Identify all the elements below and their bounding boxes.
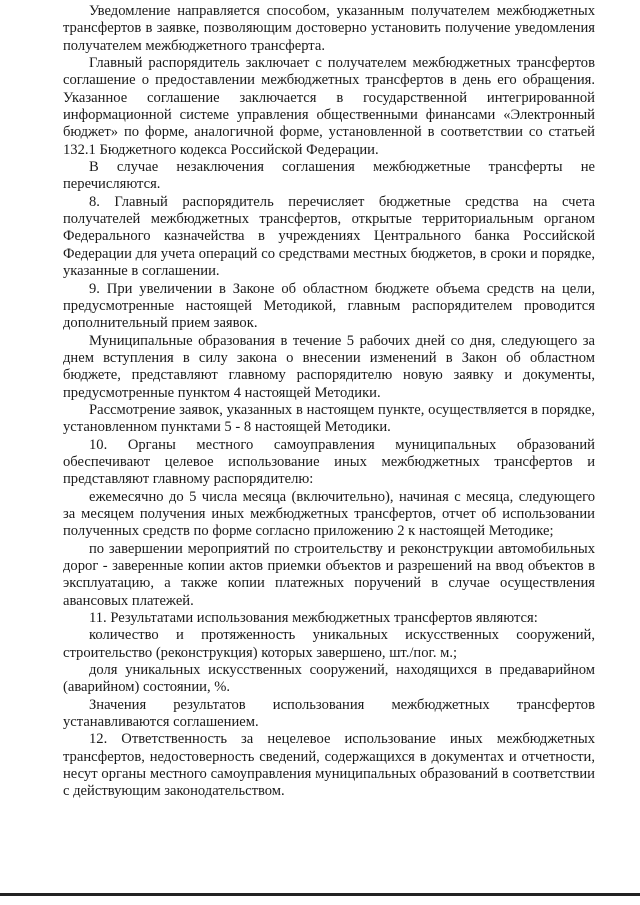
- paragraph-item-12: 12. Ответственность за нецелевое использование иных межбюджетных трансфертов, недостоверность сведений, содержащихся в документах и отчетности, несут органы местного самоуправления муниципальных образований в соответствии с действующим законодательством.: [63, 731, 595, 800]
- paragraph-notification-method: Уведомление направляется способом, указанным получателем межбюджетных трансфертов в заявке, позволяющим достоверно установить получение уведомления получателем межбюджетного трансферта.: [63, 3, 595, 54]
- paragraph-review-procedure: Рассмотрение заявок, указанных в настоящем пункте, осуществляется в порядке, установленном пунктами 5 - 8 настоящей Методики.: [63, 401, 595, 436]
- paragraph-item-10: 10. Органы местного самоуправления муниципальных образований обеспечивают целевое использование иных межбюджетных трансфертов и представляют главному распорядителю:: [63, 436, 595, 488]
- paragraph-item-9: 9. При увеличении в Законе об областном бюджете объема средств на цели, предусмотренные настоящей Методикой, главным распорядителем проводится дополнительный прием заявок.: [63, 280, 595, 332]
- paragraph-monthly-report: ежемесячно до 5 числа месяца (включительно), начиная с месяца, следующего за месяцем получения иных межбюджетных трансфертов, отчет об использовании полученных средств по форме согласно приложению 2 к настоящей Методике;: [63, 488, 595, 540]
- page-bottom-border: [0, 893, 640, 896]
- paragraph-agreement-conclusion: Главный распорядитель заключает с получателем межбюджетных трансфертов соглашение о предоставлении межбюджетных трансфертов в день его обращения. Указанное соглашение заключается в государственной интегрированной информационной системе управления общественными финансами «Электронный бюджет» по форме, аналогичной форме, установленной в соответствии со статьей 132.1 Бюджетного кодекса Российской Федерации.: [63, 55, 595, 158]
- paragraph-item-8: 8. Главный распорядитель перечисляет бюджетные средства на счета получателей межбюджетных трансфертов, открытые территориальным органом Федерального казначейства в учреждениях Центрального банка Российской Федерации для учета операций со средствами местных бюджетов, в сроки и порядке, указанные в соглашении.: [63, 193, 595, 280]
- paragraph-completion-documents: по завершении мероприятий по строительству и реконструкции автомобильных дорог - заверенные копии актов приемки объектов и разрешений на ввод объектов в эксплуатацию, а также копии платежных поручений в случае осуществления авансовых платежей.: [63, 540, 595, 609]
- document-page: [63, 3, 595, 801]
- paragraph-item-11: 11. Результатами использования межбюджетных трансфертов являются:: [89, 610, 538, 627]
- paragraph-result-values: Значения результатов использования межбюджетных трансфертов устанавливаются соглашением.: [63, 696, 595, 731]
- paragraph-result-share: доля уникальных искусственных сооружений, находящихся в предаварийном (аварийном) состоянии, %.: [63, 662, 595, 696]
- paragraph-new-application: Муниципальные образования в течение 5 рабочих дней со дня, следующего за днем вступления в силу закона о внесении изменений в Закон об областном бюджете, представляют главному распорядителю новую заявку и документы, предусмотренные пунктом 4 настоящей Методики.: [63, 332, 595, 401]
- paragraph-no-agreement: В случае незаключения соглашения межбюджетные трансферты не перечисляются.: [63, 159, 595, 193]
- paragraph-result-quantity: количество и протяженность уникальных искусственных сооружений, строительство (реконструкция) которых завершено, шт./пог. м.;: [63, 627, 595, 661]
